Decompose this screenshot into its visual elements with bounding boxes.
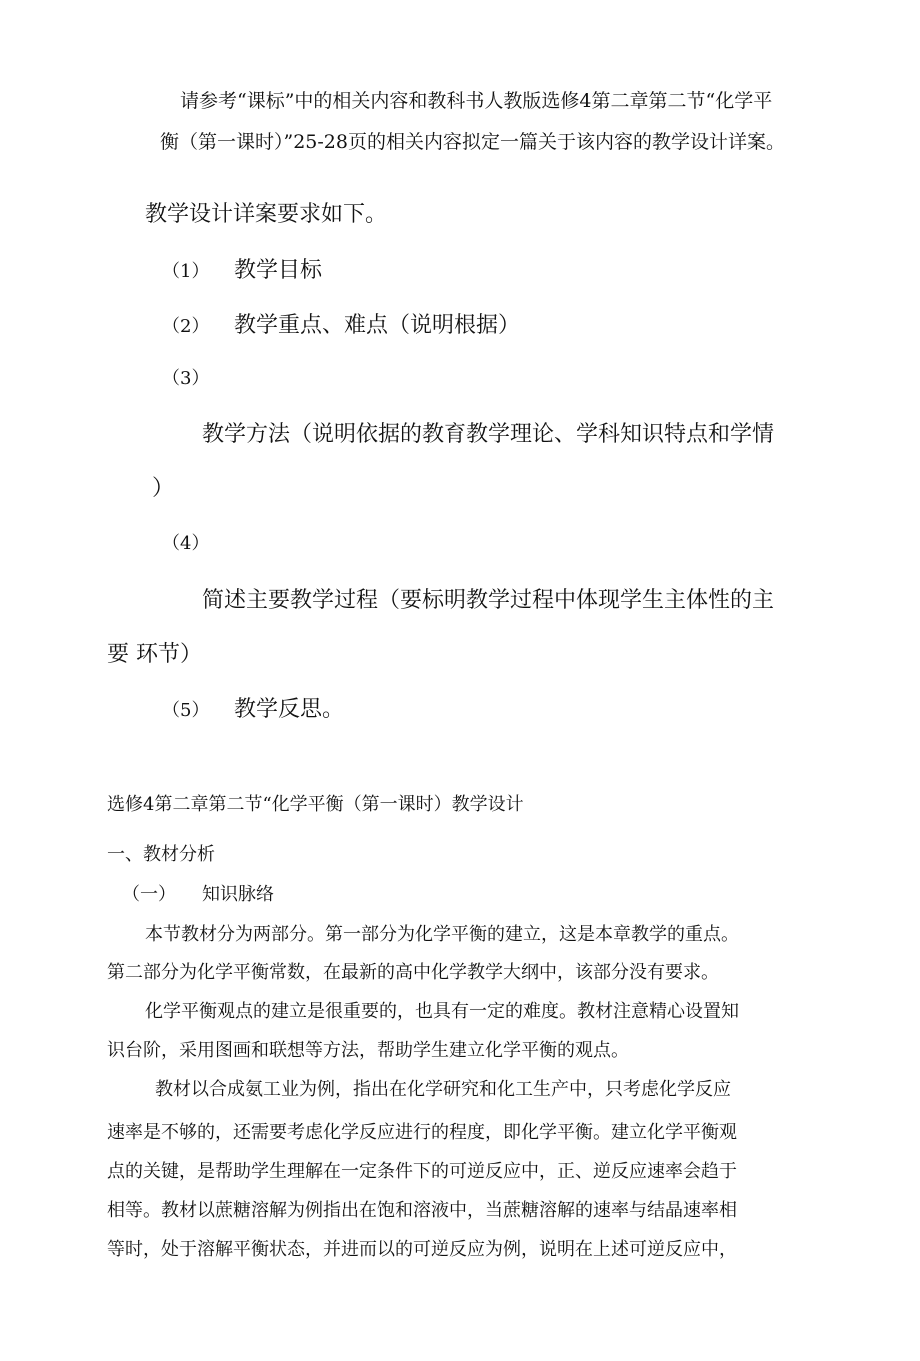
paragraph-2-line-1: 化学平衡观点的建立是很重要的，也具有一定的难度。教材注意精心设置知 [145, 1001, 739, 1022]
requirement-number: （2） [162, 316, 210, 337]
paragraph-3-line-1: 教材以合成氨工业为例，指出在化学研究和化工生产中，只考虑化学反应 [155, 1079, 731, 1100]
requirement-item-3-line-1: 教学方法（说明依据的教育教学理论、学科知识特点和学情 [202, 422, 775, 447]
requirement-item-1 [162, 260, 322, 282]
subsection-heading-1 [122, 886, 274, 904]
intro-line-1: 请参考“课标”中的相关内容和教科书人教版选修4第二章第二节“化学平 [180, 90, 773, 112]
requirement-item-4-line-1: 简述主要教学过程（要标明教学过程中体现学生主体性的主 [202, 588, 775, 613]
requirement-item-2 [162, 315, 520, 337]
requirement-text: 教学反思。 [234, 697, 345, 722]
paragraph-3-line-5: 等时，处于溶解平衡状态，并进而以的可逆反应为例，说明在上述可逆反应中， [107, 1239, 737, 1260]
subsection-text: 知识脉络 [202, 884, 274, 905]
requirement-item-4-line-2: 要 环节） [107, 642, 202, 667]
subsection-number: （一） [122, 884, 176, 905]
requirement-number-4: （4） [162, 533, 210, 554]
paragraph-3-line-4: 相等。教材以蔗糖溶解为例指出在饱和溶液中，当蔗糖溶解的速率与结晶速率相 [107, 1200, 737, 1221]
requirement-number-3: （3） [162, 368, 210, 389]
paragraph-1-line-1: 本节教材分为两部分。第一部分为化学平衡的建立，这是本章教学的重点。 [145, 924, 739, 945]
design-title: 选修4第二章第二节“化学平衡（第一课时）教学设计 [107, 794, 524, 815]
paragraph-3-line-2: 速率是不够的，还需要考虑化学反应进行的程度，即化学平衡。建立化学平衡观 [107, 1122, 737, 1143]
requirement-item-3-line-2: ） [152, 476, 175, 501]
intro-line-2: 衡（第一课时）”25-28页的相关内容拟定一篇关于该内容的教学设计详案。 [160, 131, 785, 153]
requirement-number: （1） [162, 261, 210, 282]
requirement-item-5 [162, 699, 344, 721]
section-heading-1: 一、教材分析 [107, 844, 215, 865]
requirements-heading: 教学设计详案要求如下。 [145, 202, 388, 227]
requirement-number: （5） [162, 700, 210, 721]
paragraph-2-line-2: 识台阶，采用图画和联想等方法，帮助学生建立化学平衡的观点。 [107, 1040, 629, 1061]
requirement-text: 教学重点、难点（说明根据） [234, 313, 521, 338]
paragraph-3-line-3: 点的关键，是帮助学生理解在一定条件下的可逆反应中，正、逆反应速率会趋于 [107, 1161, 737, 1182]
paragraph-1-line-2: 第二部分为化学平衡常数，在最新的高中化学教学大纲中，该部分没有要求。 [107, 962, 719, 983]
requirement-text: 教学目标 [234, 258, 323, 283]
